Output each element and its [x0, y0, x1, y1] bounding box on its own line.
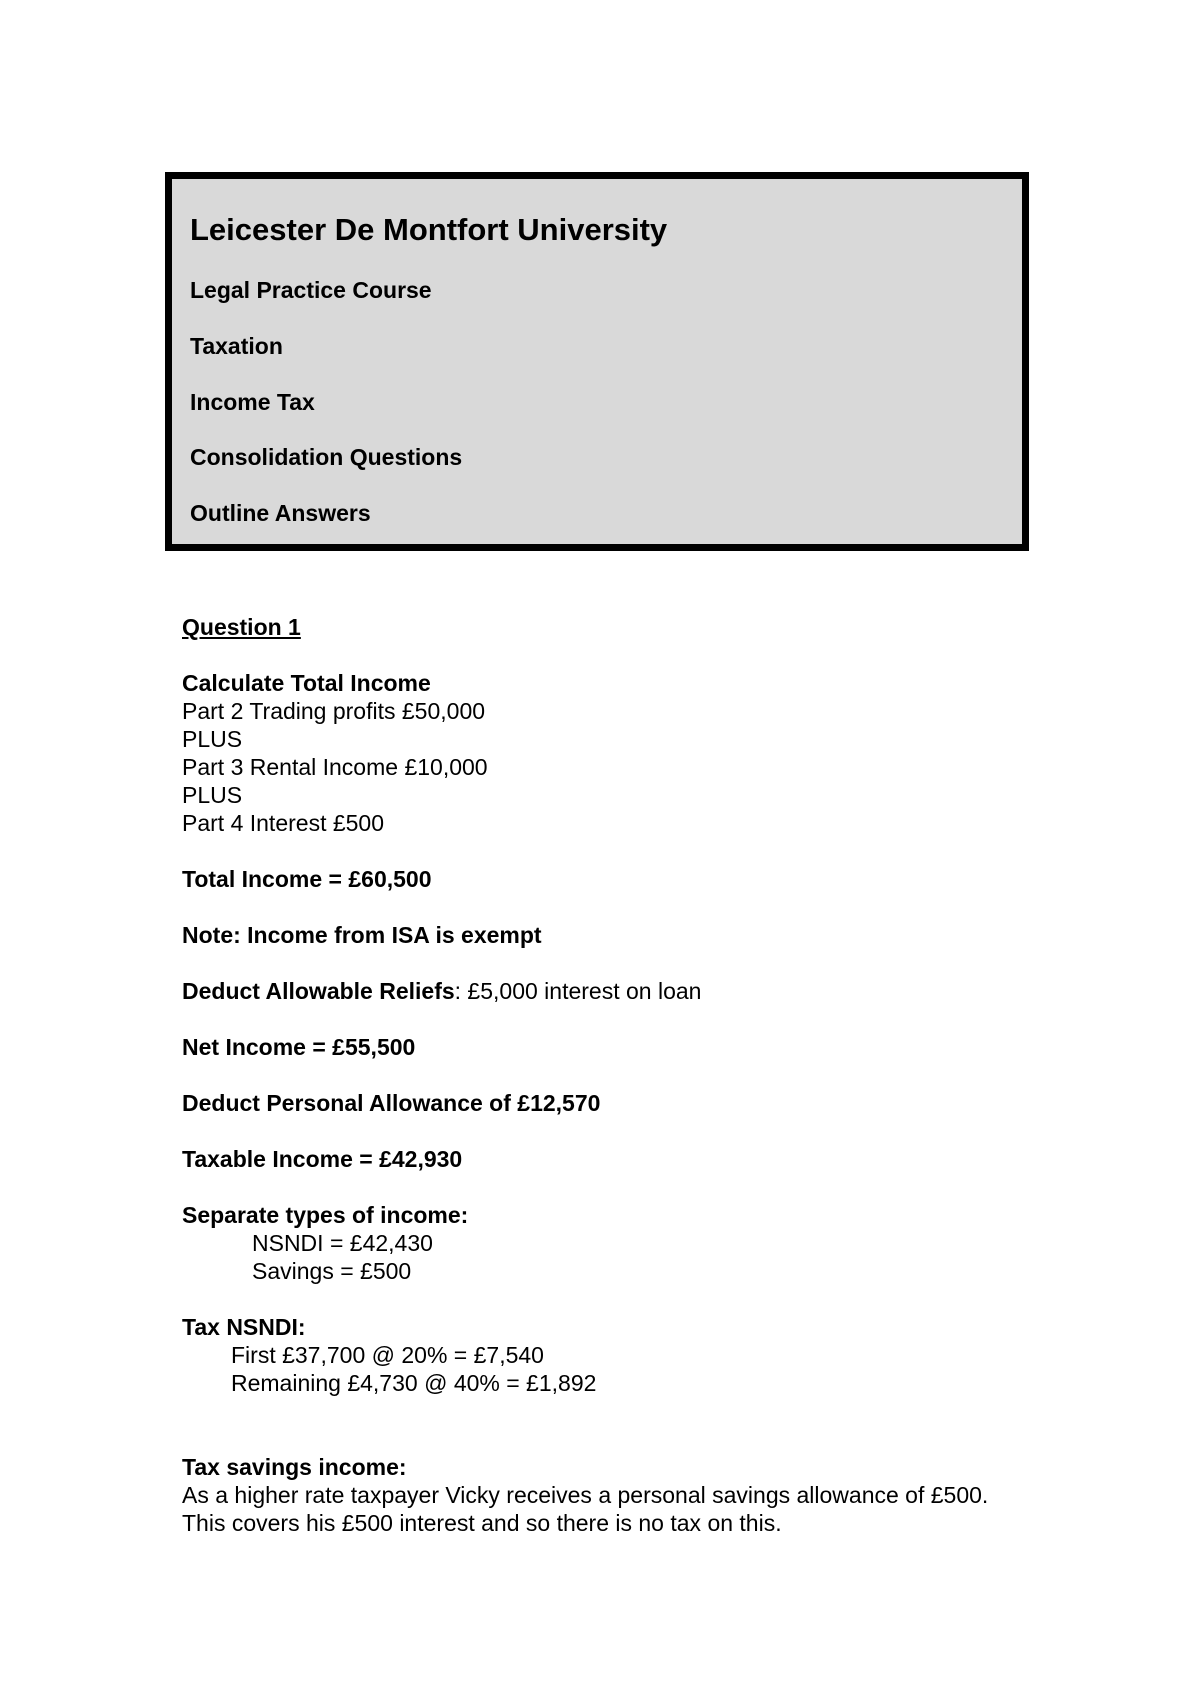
taxable-income: Taxable Income = £42,930 [182, 1146, 463, 1172]
spacer [182, 893, 1012, 921]
tax-savings-heading: Tax savings income: [182, 1454, 407, 1480]
tax-nsndi-line: Remaining £4,730 @ 40% = £1,892 [231, 1370, 597, 1396]
answer-body [182, 613, 1012, 1537]
tax-nsndi-line: First £37,700 @ 20% = £7,540 [231, 1342, 544, 1368]
title-box [165, 172, 1029, 551]
subject-name: Taxation [190, 333, 283, 359]
course-name: Legal Practice Course [190, 277, 432, 303]
income-line: Part 3 Rental Income £10,000 [182, 754, 488, 780]
income-line: PLUS [182, 726, 243, 752]
personal-allowance: Deduct Personal Allowance of £12,570 [182, 1090, 601, 1116]
spacer [182, 641, 1012, 669]
spacer [182, 837, 1012, 865]
doc-type: Outline Answers [190, 500, 371, 526]
spacer [182, 1173, 1012, 1201]
reliefs-value: : £5,000 interest on loan [454, 978, 702, 1004]
separate-income-line: NSNDI = £42,430 [252, 1230, 433, 1256]
tax-nsndi-heading: Tax NSNDI: [182, 1314, 306, 1340]
total-income: Total Income = £60,500 [182, 866, 432, 892]
income-line: Part 4 Interest £500 [182, 810, 385, 836]
section-name: Consolidation Questions [190, 444, 463, 470]
spacer [182, 1397, 1012, 1425]
calc-total-heading: Calculate Total Income [182, 670, 431, 696]
university-title: Leicester De Montfort University [190, 212, 668, 247]
net-income: Net Income = £55,500 [182, 1034, 416, 1060]
question-heading: Question 1 [182, 614, 301, 640]
reliefs-label: Deduct Allowable Reliefs [182, 978, 455, 1004]
separate-income-heading: Separate types of income: [182, 1202, 469, 1228]
isa-note: Note: Income from ISA is exempt [182, 922, 542, 948]
spacer [182, 1285, 1012, 1313]
income-line: Part 2 Trading profits £50,000 [182, 698, 486, 724]
spacer [182, 1425, 1012, 1453]
tax-savings-text: As a higher rate taxpayer Vicky receives a personal savings allowance of £500. This covers his £500 interest and so there is no tax on this. [182, 1482, 989, 1536]
spacer [182, 949, 1012, 977]
allowable-reliefs [182, 977, 1012, 1005]
topic-name: Income Tax [190, 389, 315, 415]
separate-income-line: Savings = £500 [252, 1258, 412, 1284]
spacer [182, 1005, 1012, 1033]
income-line: PLUS [182, 782, 243, 808]
spacer [182, 1117, 1012, 1145]
spacer [182, 1061, 1012, 1089]
